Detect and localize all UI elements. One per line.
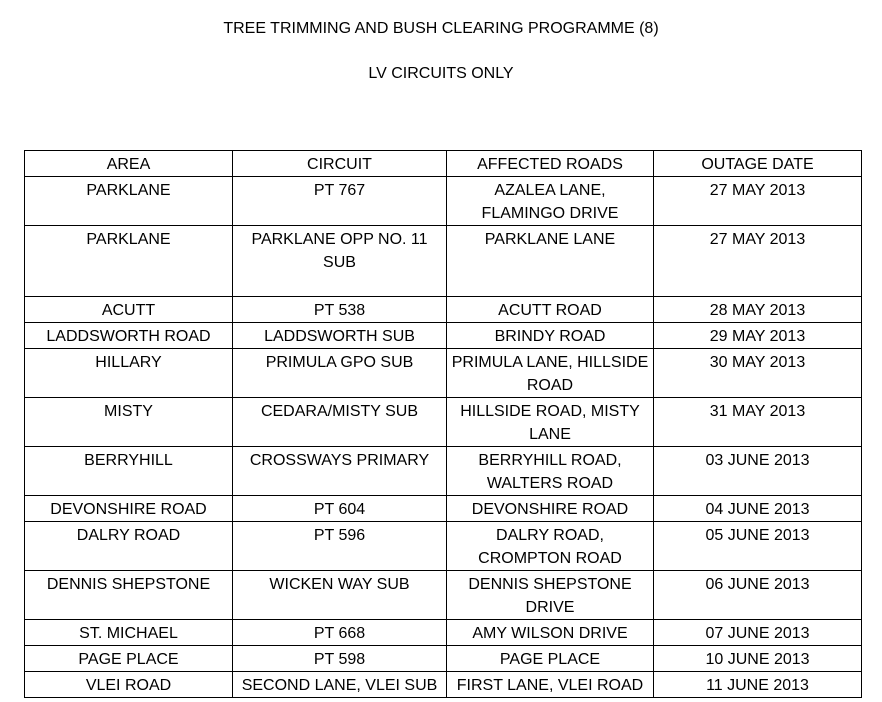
cell-circuit: PT 668	[233, 620, 447, 646]
document-subtitle: LV CIRCUITS ONLY	[368, 65, 514, 82]
cell-circuit: CROSSWAYS PRIMARY	[233, 447, 447, 496]
cell-area: LADDSWORTH ROAD	[25, 323, 233, 349]
table-row	[25, 522, 862, 571]
cell-outage-date: 11 JUNE 2013	[654, 672, 862, 698]
table-row	[25, 177, 862, 226]
cell-area: BERRYHILL	[25, 447, 233, 496]
cell-circuit: PARKLANE OPP NO. 11 SUB	[233, 226, 447, 297]
cell-affected-roads: BERRYHILL ROAD, WALTERS ROAD	[447, 447, 654, 496]
cell-outage-date: 07 JUNE 2013	[654, 620, 862, 646]
header-circuit: CIRCUIT	[233, 151, 447, 177]
cell-area: ACUTT	[25, 297, 233, 323]
cell-affected-roads: DALRY ROAD, CROMPTON ROAD	[447, 522, 654, 571]
programme-table	[24, 150, 862, 698]
table-row	[25, 447, 862, 496]
table-row	[25, 297, 862, 323]
cell-outage-date: 31 MAY 2013	[654, 398, 862, 447]
cell-affected-roads: FIRST LANE, VLEI ROAD	[447, 672, 654, 698]
cell-outage-date: 04 JUNE 2013	[654, 496, 862, 522]
cell-area: DEVONSHIRE ROAD	[25, 496, 233, 522]
cell-outage-date: 03 JUNE 2013	[654, 447, 862, 496]
cell-affected-roads: BRINDY ROAD	[447, 323, 654, 349]
cell-area: ST. MICHAEL	[25, 620, 233, 646]
cell-affected-roads: PAGE PLACE	[447, 646, 654, 672]
cell-area: PARKLANE	[25, 226, 233, 297]
cell-area: MISTY	[25, 398, 233, 447]
cell-circuit: PT 767	[233, 177, 447, 226]
header-outage-date: OUTAGE DATE	[654, 151, 862, 177]
cell-outage-date: 05 JUNE 2013	[654, 522, 862, 571]
cell-affected-roads: DEVONSHIRE ROAD	[447, 496, 654, 522]
cell-outage-date: 29 MAY 2013	[654, 323, 862, 349]
table-body	[25, 177, 862, 698]
cell-affected-roads: ACUTT ROAD	[447, 297, 654, 323]
cell-circuit: PT 596	[233, 522, 447, 571]
document-title: TREE TRIMMING AND BUSH CLEARING PROGRAMME (8)	[223, 20, 659, 37]
cell-circuit: PT 538	[233, 297, 447, 323]
cell-affected-roads: AZALEA LANE, FLAMINGO DRIVE	[447, 177, 654, 226]
cell-outage-date: 30 MAY 2013	[654, 349, 862, 398]
table-row	[25, 398, 862, 447]
cell-outage-date: 28 MAY 2013	[654, 297, 862, 323]
table-row	[25, 646, 862, 672]
cell-area: DALRY ROAD	[25, 522, 233, 571]
table-header	[25, 151, 862, 177]
cell-affected-roads: AMY WILSON DRIVE	[447, 620, 654, 646]
cell-circuit: PT 598	[233, 646, 447, 672]
cell-outage-date: 06 JUNE 2013	[654, 571, 862, 620]
table-row	[25, 571, 862, 620]
cell-outage-date: 10 JUNE 2013	[654, 646, 862, 672]
cell-affected-roads: PARKLANE LANE	[447, 226, 654, 297]
cell-area: PAGE PLACE	[25, 646, 233, 672]
cell-area: PARKLANE	[25, 177, 233, 226]
cell-outage-date: 27 MAY 2013	[654, 226, 862, 297]
cell-circuit: SECOND LANE, VLEI SUB	[233, 672, 447, 698]
table-row	[25, 620, 862, 646]
cell-affected-roads: PRIMULA LANE, HILLSIDE ROAD	[447, 349, 654, 398]
table-row	[25, 672, 862, 698]
cell-circuit: WICKEN WAY SUB	[233, 571, 447, 620]
table-row	[25, 226, 862, 297]
cell-outage-date: 27 MAY 2013	[654, 177, 862, 226]
cell-area: VLEI ROAD	[25, 672, 233, 698]
cell-area: DENNIS SHEPSTONE	[25, 571, 233, 620]
header-row	[25, 151, 862, 177]
table-row	[25, 496, 862, 522]
table-row	[25, 323, 862, 349]
cell-circuit: PT 604	[233, 496, 447, 522]
table-row	[25, 349, 862, 398]
cell-circuit: LADDSWORTH SUB	[233, 323, 447, 349]
cell-area: HILLARY	[25, 349, 233, 398]
cell-affected-roads: HILLSIDE ROAD, MISTY LANE	[447, 398, 654, 447]
cell-circuit: CEDARA/MISTY SUB	[233, 398, 447, 447]
cell-circuit: PRIMULA GPO SUB	[233, 349, 447, 398]
header-affected-roads: AFFECTED ROADS	[447, 151, 654, 177]
cell-affected-roads: DENNIS SHEPSTONE DRIVE	[447, 571, 654, 620]
header-area: AREA	[25, 151, 233, 177]
